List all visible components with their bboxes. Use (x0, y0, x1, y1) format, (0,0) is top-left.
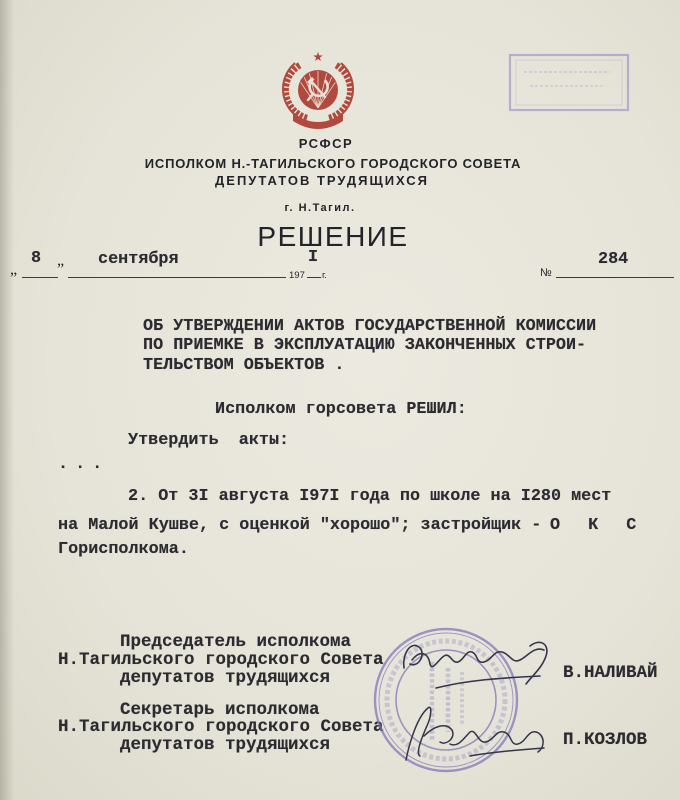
subject-line-2: ПО ПРИЕМКЕ В ЭКСПЛУАТАЦИЮ ЗАКОНЧЕННЫХ СТРОИ- (143, 336, 587, 355)
day-underline (22, 277, 58, 278)
document-number: 284 (598, 250, 629, 269)
subject-line-3: ТЕЛЬСТВОМ ОБЪЕКТОВ . (143, 356, 345, 375)
secretary-title-line-3: депутатов трудящихся (120, 735, 331, 755)
date-day: 8 (31, 249, 42, 268)
year-printed: 197 (289, 270, 305, 281)
number-sign: № (540, 267, 552, 279)
approve-line: Утвердить акты: (128, 431, 290, 450)
city-name: г. Н.Тагил. (284, 202, 356, 214)
star-icon (313, 52, 323, 61)
secretary-title-line-1: Секретарь исполкома (120, 700, 320, 720)
number-underline (556, 277, 674, 278)
secretary-name: П.КОЗЛОВ (563, 730, 648, 750)
document-type-title: РЕШЕНИЕ (257, 221, 409, 252)
item-line-3: Горисполкома. (58, 540, 189, 559)
organization-line-2: ДЕПУТАТОВ ТРУДЯЩИХСЯ (215, 173, 429, 188)
chairman-signature (404, 642, 547, 688)
item-line-2: на Малой Кушве, с оценкой "хорошо"; застройщик - (58, 516, 542, 535)
chairman-title-line-2: Н.Тагильского городского Совета (58, 650, 384, 670)
rectangular-stamp (510, 55, 628, 110)
omission-ellipsis: ... (58, 455, 110, 474)
item-line-1: 2. От 3I августа I97I года по школе на I280 мест (128, 487, 612, 506)
round-seal (375, 629, 517, 771)
year-unit: г. (322, 270, 327, 281)
date-year-digit: I (308, 248, 319, 267)
organization-line-1: ИСПОЛКОМ Н.-ТАГИЛЬСКОГО ГОРОДСКОГО СОВЕТА (144, 156, 522, 171)
secretary-title-line-2: Н.Тагильского городского Совета (58, 717, 384, 737)
resolution-line: Исполком горсовета РЕШИЛ: (215, 400, 467, 419)
chairman-name: В.НАЛИВАЙ (563, 663, 658, 683)
chairman-title-line-1: Председатель исполкома (120, 632, 352, 652)
contractor-abbreviation: О К С (550, 516, 646, 535)
subject-line-1: ОБ УТВЕРЖДЕНИИ АКТОВ ГОСУДАРСТВЕННОЙ КОМИССИИ (143, 317, 597, 336)
date-month: сентября (98, 250, 179, 269)
republic-name: РСФСР (298, 136, 354, 151)
month-underline (68, 277, 286, 278)
year-underline (307, 277, 321, 278)
rsfsr-emblem (281, 50, 355, 132)
date-quote-close: ” (57, 261, 65, 278)
secretary-signature (406, 707, 544, 760)
date-quote-open: „ (10, 261, 18, 278)
chairman-title-line-3: депутатов трудящихся (120, 668, 331, 688)
